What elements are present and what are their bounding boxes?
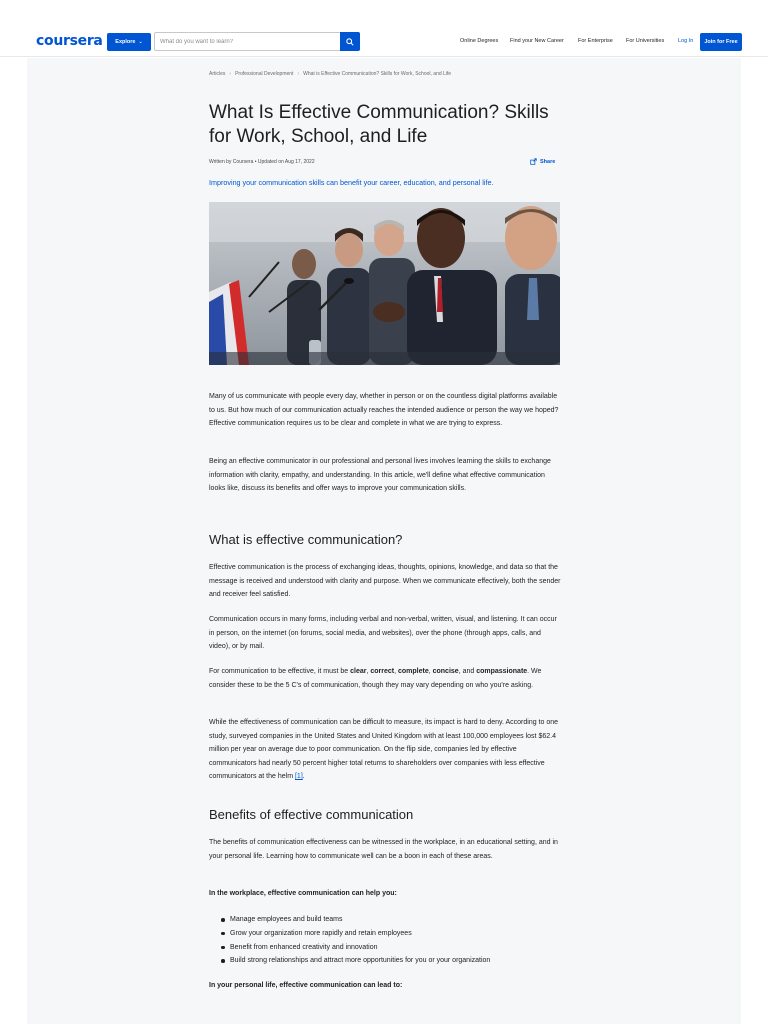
share-icon bbox=[530, 158, 537, 165]
list-item: Build strong relationships and attract more opportunities for you or your organization bbox=[219, 954, 490, 968]
intro-paragraph: Many of us communicate with people every day, whether in person or on the countless digital platforms available to us. But how much of our communication actually reaches the intended audience or person the way we hoped? Effective communication requires us to be clear and complete in what we are trying to express. bbox=[209, 393, 559, 427]
breadcrumb-separator: › bbox=[229, 71, 232, 77]
nav-for-universities[interactable]: For Universities bbox=[626, 38, 665, 44]
study-paragraph: While the effectiveness of communication can be difficult to measure, its impact is hard to deny. According to one study, surveyed companies in the United States and United Kingdom with at least 100,000 employees lost $62.4 million per year on average due to poor communication. On the flip side, companies led by effective communicators had nearly 50 percent higher total returns to shareholders over companies with less effective communicators at the helm [1]. bbox=[209, 719, 559, 780]
login-link[interactable]: Log In bbox=[678, 38, 694, 44]
coursera-logo[interactable]: coursera bbox=[36, 33, 103, 49]
section-heading: Benefits of effective communication bbox=[209, 807, 414, 822]
citation-link[interactable]: [1] bbox=[294, 773, 303, 780]
list-item: Manage employees and build teams bbox=[219, 913, 490, 927]
breadcrumb bbox=[209, 71, 451, 77]
breadcrumb-articles[interactable]: Articles bbox=[209, 71, 226, 77]
search-input[interactable] bbox=[155, 33, 341, 50]
breadcrumb-current: What is Effective Communication? Skills for Work, School, and Life bbox=[303, 71, 452, 77]
article-byline: Written by Coursera • Updated on Aug 17, 2022 bbox=[209, 159, 315, 165]
personal-label: In your personal life, effective communication can lead to: bbox=[209, 982, 403, 989]
body-paragraph: Effective communication is the process of exchanging ideas, thoughts, opinions, knowledge, and data so that the message is received and understood with clarity and purpose. When we communicate effectively, both the sender and receiver feel satisfied. bbox=[209, 564, 561, 598]
article-title: What Is Effective Communication? Skills for Work, School, and Life bbox=[209, 102, 549, 147]
share-label: Share bbox=[540, 158, 556, 165]
section-heading: What is effective communication? bbox=[209, 532, 403, 547]
search-bar bbox=[154, 32, 360, 51]
nav-for-enterprise[interactable]: For Enterprise bbox=[578, 38, 613, 44]
body-paragraph: Communication occurs in many forms, including verbal and non-verbal, written, visual, and listening. It can occur in person, on the internet (on forums, social media, and websites), over the phone (through apps, calls, and video), or by mail. bbox=[209, 616, 557, 650]
nav-online-degrees[interactable]: Online Degrees bbox=[460, 38, 499, 44]
top-header bbox=[0, 0, 768, 57]
workplace-benefits-list bbox=[219, 913, 490, 968]
five-cs-paragraph: For communication to be effective, it must be clear, correct, complete, concise, and compassionate. We consider these to be the 5 C's of communication, though they may vary depending on who you're asking. bbox=[209, 668, 542, 689]
explore-button[interactable] bbox=[107, 33, 151, 51]
search-icon bbox=[346, 38, 354, 46]
breadcrumb-professional-development[interactable]: Professional Development bbox=[235, 71, 294, 77]
intro-paragraph: Being an effective communicator in our professional and personal lives involves learning the skills to exchange information with clarity, empathy, and understanding. In this article, we'll define what effective communication looks like, discuss its benefits and offer ways to improve your communication skills. bbox=[209, 458, 551, 492]
workplace-label: In the workplace, effective communication can help you: bbox=[209, 890, 397, 897]
article-subtitle: Improving your communication skills can benefit your career, education, and personal life. bbox=[209, 178, 494, 187]
hero-image bbox=[209, 202, 560, 365]
chevron-down-icon: ⌄ bbox=[138, 39, 143, 45]
share-button[interactable] bbox=[530, 158, 555, 165]
body-paragraph: The benefits of communication effectiveness can be witnessed in the workplace, in an educational setting, and in your personal life. Learning how to communicate well can be a boon in each of these areas. bbox=[209, 839, 558, 860]
list-item: Benefit from enhanced creativity and innovation bbox=[219, 941, 490, 955]
search-button[interactable] bbox=[340, 32, 360, 51]
nav-find-career[interactable]: Find your New Career bbox=[510, 38, 564, 44]
join-for-free-button[interactable]: Join for Free bbox=[700, 33, 742, 51]
explore-label: Explore bbox=[115, 39, 136, 45]
breadcrumb-separator: › bbox=[297, 71, 300, 77]
list-item: Grow your organization more rapidly and retain employees bbox=[219, 927, 490, 941]
